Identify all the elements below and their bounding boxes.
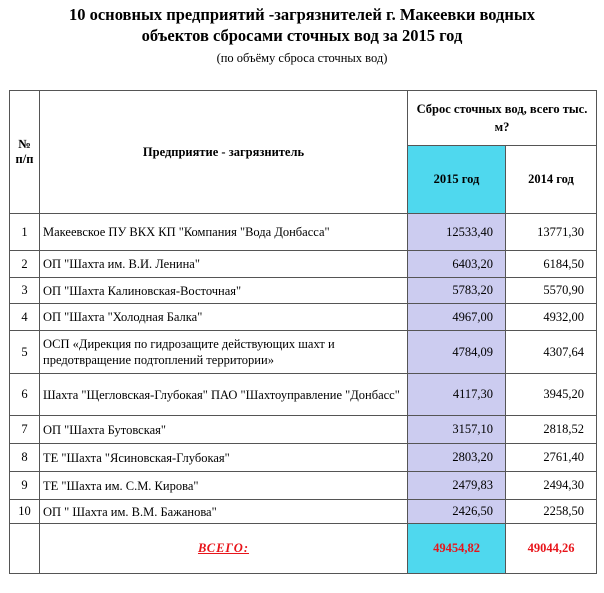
row-value-2014: 5570,90 bbox=[506, 278, 597, 304]
row-num: 9 bbox=[10, 472, 40, 500]
row-num: 6 bbox=[10, 374, 40, 416]
table-row bbox=[10, 278, 597, 304]
row-value-2014: 4307,64 bbox=[506, 331, 597, 374]
header-2015: 2015 год bbox=[408, 146, 506, 214]
table-row bbox=[10, 304, 597, 331]
row-num: 1 bbox=[10, 214, 40, 251]
table-row bbox=[10, 331, 597, 374]
row-value-2014: 4932,00 bbox=[506, 304, 597, 331]
row-num: 7 bbox=[10, 416, 40, 444]
row-value-2015: 4967,00 bbox=[408, 304, 506, 331]
row-value-2014: 2818,52 bbox=[506, 416, 597, 444]
row-value-2015: 2803,20 bbox=[408, 444, 506, 472]
row-enterprise: ОП "Шахта им. В.И. Ленина" bbox=[40, 251, 408, 278]
row-value-2014: 2258,50 bbox=[506, 500, 597, 524]
row-value-2015: 12533,40 bbox=[408, 214, 506, 251]
row-value-2014: 3945,20 bbox=[506, 374, 597, 416]
row-value-2015: 5783,20 bbox=[408, 278, 506, 304]
title-line-2: объектов сбросами сточных вод за 2015 год bbox=[141, 26, 463, 45]
title-line-1: 10 основных предприятий -загрязнителей г. Макеевки водных bbox=[68, 5, 536, 24]
row-value-2014: 2761,40 bbox=[506, 444, 597, 472]
polluters-table bbox=[9, 90, 597, 574]
row-enterprise: ОП "Шахта Калиновская-Восточная" bbox=[40, 278, 408, 304]
document-title bbox=[0, 4, 604, 46]
header-2014: 2014 год bbox=[506, 146, 597, 214]
total-row bbox=[10, 524, 597, 574]
row-num: 2 bbox=[10, 251, 40, 278]
table-row bbox=[10, 444, 597, 472]
row-value-2015: 4117,30 bbox=[408, 374, 506, 416]
row-enterprise: ТЕ "Шахта им. С.М. Кирова" bbox=[40, 472, 408, 500]
row-value-2015: 4784,09 bbox=[408, 331, 506, 374]
total-label: ВСЕГО: bbox=[40, 524, 408, 574]
table-row bbox=[10, 416, 597, 444]
header-num bbox=[10, 91, 40, 214]
header-discharge: Сброс сточных вод, всего тыс. м? bbox=[408, 91, 597, 146]
row-value-2014: 6184,50 bbox=[506, 251, 597, 278]
table-row bbox=[10, 374, 597, 416]
row-enterprise: ОП " Шахта им. В.М. Бажанова" bbox=[40, 500, 408, 524]
row-num: 8 bbox=[10, 444, 40, 472]
header-num-line1: № bbox=[18, 137, 31, 151]
row-enterprise: ОП "Шахта Бутовская" bbox=[40, 416, 408, 444]
row-value-2014: 2494,30 bbox=[506, 472, 597, 500]
row-enterprise: ТЕ "Шахта "Ясиновская-Глубокая" bbox=[40, 444, 408, 472]
total-value-2015: 49454,82 bbox=[408, 524, 506, 574]
subtitle: (по объёму сброса сточных вод) bbox=[216, 51, 388, 65]
row-num: 3 bbox=[10, 278, 40, 304]
header-num-line2: п/п bbox=[15, 152, 34, 166]
header-enterprise: Предприятие - загрязнитель bbox=[40, 91, 408, 214]
row-value-2015: 2479,83 bbox=[408, 472, 506, 500]
row-value-2015: 3157,10 bbox=[408, 416, 506, 444]
row-enterprise: Шахта "Щегловская-Глубокая" ПАО "Шахтоуправление "Донбасс" bbox=[40, 374, 408, 416]
row-value-2014: 13771,30 bbox=[506, 214, 597, 251]
row-enterprise: ОП "Шахта "Холодная Балка" bbox=[40, 304, 408, 331]
table-row bbox=[10, 251, 597, 278]
row-num: 5 bbox=[10, 331, 40, 374]
row-enterprise: ОСП «Дирекция по гидрозащите действующих шахт и предотвращение подтоплений территории» bbox=[40, 331, 408, 374]
total-num-cell bbox=[10, 524, 40, 574]
row-value-2015: 2426,50 bbox=[408, 500, 506, 524]
table-row bbox=[10, 214, 597, 251]
table-row bbox=[10, 500, 597, 524]
total-value-2014: 49044,26 bbox=[506, 524, 597, 574]
row-value-2015: 6403,20 bbox=[408, 251, 506, 278]
row-num: 4 bbox=[10, 304, 40, 331]
table-row bbox=[10, 472, 597, 500]
row-num: 10 bbox=[10, 500, 40, 524]
row-enterprise: Макеевское ПУ ВКХ КП "Компания "Вода Донбасса" bbox=[40, 214, 408, 251]
